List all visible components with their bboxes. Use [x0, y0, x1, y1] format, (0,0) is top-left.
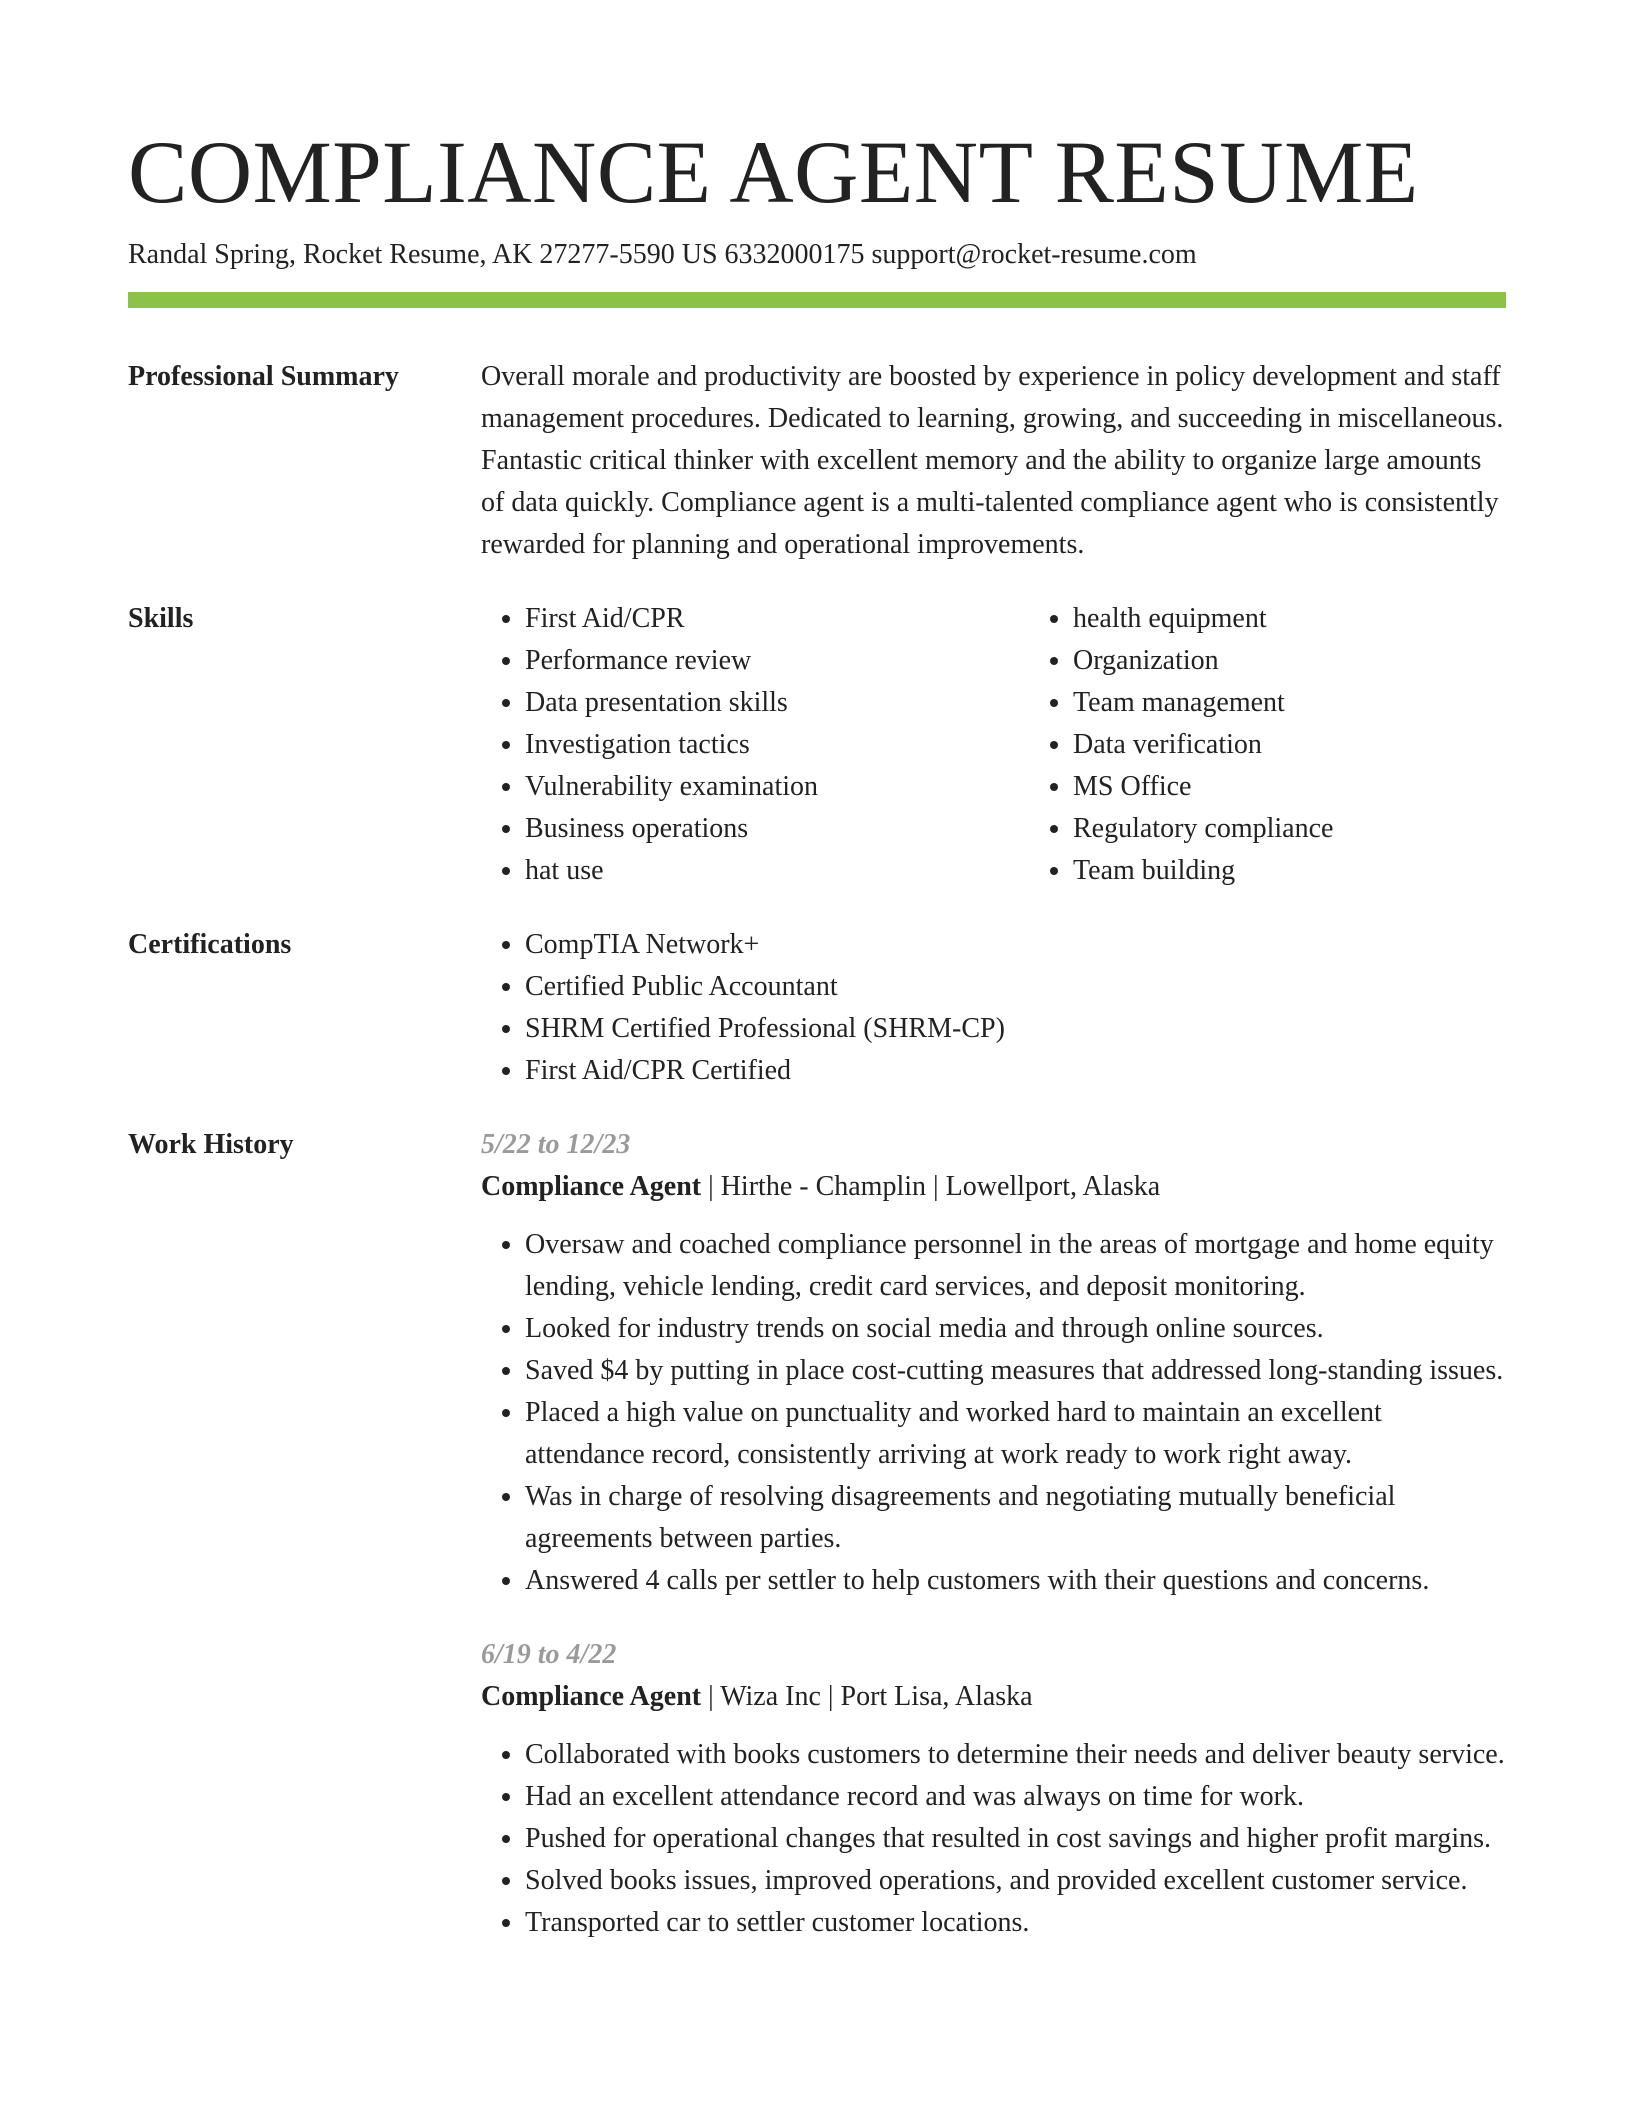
skill-item: • Organization: [1073, 640, 1577, 682]
contact-name: Randal Spring,: [128, 239, 296, 270]
job-bullets: [481, 1224, 1506, 1602]
job-bullet: • Oversaw and coached compliance personnel in the areas of mortgage and home equity lending, vehicle lending, credit card services, and deposit monitoring.: [525, 1224, 1506, 1308]
work-history-label: Work History: [128, 1129, 294, 1160]
skills-grid: [481, 598, 1577, 892]
skill-item: • Data verification: [1073, 724, 1577, 766]
skill-item: • Vulnerability examination: [525, 766, 1029, 808]
header-divider: [128, 292, 1506, 308]
job-title: Compliance Agent: [481, 1171, 702, 1202]
certification-item: • First Aid/CPR Certified: [525, 1050, 1506, 1092]
summary-label: Professional Summary: [128, 361, 399, 392]
job-dates: 5/22 to 12/23: [481, 1129, 631, 1160]
job-details: | Wiza Inc | Port Lisa, Alaska: [701, 1681, 1033, 1712]
job-details: | Hirthe - Champlin | Lowellport, Alaska: [701, 1171, 1161, 1202]
skill-item: • Investigation tactics: [525, 724, 1029, 766]
job-bullet: • Collaborated with books customers to determine their needs and deliver beauty service.: [525, 1734, 1506, 1776]
job-bullet: • Transported car to settler customer locations.: [525, 1902, 1506, 1944]
summary-text: Overall morale and productivity are boosted by experience in policy development and staff management procedures. Dedicated to learning, growing, and succeeding in miscellaneous. Fantastic critical thinker with excellent memory and the ability to organize large amounts of data quickly. Compliance agent is a multi-talented compliance agent who is consistently rewarded for planning and operational improvements.: [481, 361, 1504, 560]
skill-item: • hat use: [525, 850, 1029, 892]
summary-section: [128, 356, 1506, 566]
job-bullet: • Pushed for operational changes that resulted in cost savings and higher profit margins.: [525, 1818, 1506, 1860]
skills-list-left: [481, 598, 1029, 892]
contact-email: support@rocket-resume.com: [871, 239, 1197, 270]
skills-list-right: [1029, 598, 1577, 892]
skills-label: Skills: [128, 603, 194, 634]
job-heading: [481, 1166, 1506, 1208]
job-heading: [481, 1676, 1506, 1718]
contact-line: [128, 238, 1506, 272]
skill-item: • MS Office: [1073, 766, 1577, 808]
skill-item: • First Aid/CPR: [525, 598, 1029, 640]
certifications-list: [481, 924, 1506, 1092]
resume-title: COMPLIANCE AGENT RESUME: [128, 124, 1419, 222]
certification-item: • CompTIA Network+: [525, 924, 1506, 966]
contact-phone: 6332000175: [724, 239, 865, 270]
certification-item: • SHRM Certified Professional (SHRM-CP): [525, 1008, 1506, 1050]
job-bullet: • Was in charge of resolving disagreements and negotiating mutually beneficial agreements between parties.: [525, 1476, 1506, 1560]
job-bullet: • Placed a high value on punctuality and worked hard to maintain an excellent attendance record, consistently arriving at work ready to work right away.: [525, 1392, 1506, 1476]
job-bullet: • Solved books issues, improved operations, and provided excellent customer service.: [525, 1860, 1506, 1902]
job-entry: [481, 1124, 1506, 1602]
job-bullet: • Looked for industry trends on social media and through online sources.: [525, 1308, 1506, 1350]
skill-item: • Data presentation skills: [525, 682, 1029, 724]
certifications-label: Certifications: [128, 929, 292, 960]
skill-item: • Team management: [1073, 682, 1577, 724]
job-bullets: [481, 1734, 1506, 1944]
work-history-section: [128, 1124, 1506, 1944]
job-entry: [481, 1634, 1506, 1944]
job-dates: 6/19 to 4/22: [481, 1639, 617, 1670]
job-title: Compliance Agent: [481, 1681, 702, 1712]
skill-item: • health equipment: [1073, 598, 1577, 640]
job-bullet: • Answered 4 calls per settler to help customers with their questions and concerns.: [525, 1560, 1506, 1602]
skill-item: • Business operations: [525, 808, 1029, 850]
certifications-body: [481, 924, 1506, 1092]
skills-section: [128, 598, 1506, 892]
skill-item: • Performance review: [525, 640, 1029, 682]
skill-item: • Regulatory compliance: [1073, 808, 1577, 850]
job-bullet: • Saved $4 by putting in place cost-cutting measures that addressed long-standing issues.: [525, 1350, 1506, 1392]
resume-page: [128, 0, 1506, 1944]
job-bullet: • Had an excellent attendance record and was always on time for work.: [525, 1776, 1506, 1818]
skill-item: • Team building: [1073, 850, 1577, 892]
certifications-section: [128, 924, 1506, 1092]
certification-item: • Certified Public Accountant: [525, 966, 1506, 1008]
contact-location: Rocket Resume, AK 27277-5590 US: [303, 239, 718, 270]
work-history-body: [481, 1124, 1506, 1944]
